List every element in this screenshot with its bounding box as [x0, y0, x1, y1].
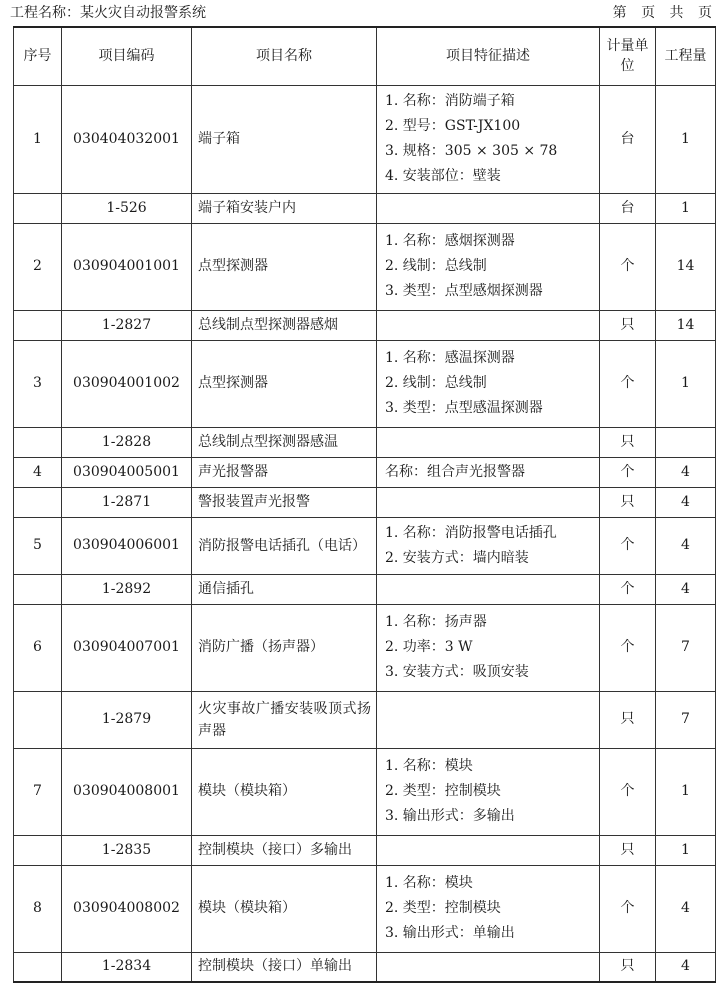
unit-cell: 只 — [600, 691, 656, 748]
table-row — [14, 835, 716, 865]
unit-cell: 台 — [600, 85, 656, 193]
desc-cell — [377, 691, 600, 748]
qty-cell: 4 — [656, 487, 716, 517]
desc-cell — [377, 835, 600, 865]
desc-cell — [377, 574, 600, 604]
desc-cell — [377, 487, 600, 517]
desc-cell — [377, 457, 600, 487]
code-cell: 1-2834 — [62, 952, 192, 982]
desc-line: 2. 功率：3 W — [385, 639, 473, 655]
unit-cell: 个 — [600, 223, 656, 310]
desc-cell — [377, 427, 600, 457]
table-row — [14, 340, 716, 427]
table-row — [14, 952, 716, 982]
qty-cell: 1 — [656, 835, 716, 865]
code-cell: 030904001002 — [62, 340, 192, 427]
name-cell: 消防报警电话插孔（电话） — [192, 517, 377, 574]
unit-cell: 只 — [600, 835, 656, 865]
seq-cell: 2 — [14, 223, 62, 310]
table-row — [14, 691, 716, 748]
table-row — [14, 865, 716, 952]
desc-cell — [377, 604, 600, 691]
seq-cell — [14, 427, 62, 457]
qty-cell: 4 — [656, 457, 716, 487]
code-cell: 030904008002 — [62, 865, 192, 952]
desc-line: 2. 类型：控制模块 — [385, 900, 501, 916]
desc-cell — [377, 85, 600, 193]
seq-cell: 6 — [14, 604, 62, 691]
name-cell: 警报装置声光报警 — [192, 487, 377, 517]
qty-cell: 14 — [656, 223, 716, 310]
seq-cell: 3 — [14, 340, 62, 427]
desc-line: 2. 线制：总线制 — [385, 258, 487, 274]
desc-line: 2. 类型：控制模块 — [385, 783, 501, 799]
desc-cell — [377, 748, 600, 835]
desc-line: 1. 名称：扬声器 — [385, 614, 487, 630]
seq-cell — [14, 310, 62, 340]
desc-cell — [377, 865, 600, 952]
code-cell: 1-2827 — [62, 310, 192, 340]
col-header-qty: 工程量 — [656, 27, 716, 85]
desc-cell — [377, 340, 600, 427]
unit-cell: 个 — [600, 517, 656, 574]
unit-cell: 个 — [600, 748, 656, 835]
desc-line: 2. 型号：GST-JX100 — [385, 118, 521, 134]
col-header-name: 项目名称 — [192, 27, 377, 85]
name-cell: 端子箱 — [192, 85, 377, 193]
desc-line: 名称：组合声光报警器 — [385, 463, 525, 480]
unit-cell: 只 — [600, 487, 656, 517]
desc-cell — [377, 952, 600, 982]
seq-cell: 5 — [14, 517, 62, 574]
code-cell: 030904007001 — [62, 604, 192, 691]
table-header-row — [14, 27, 716, 85]
col-header-seq: 序号 — [14, 27, 62, 85]
name-cell: 点型探测器 — [192, 340, 377, 427]
name-cell: 模块（模块箱） — [192, 748, 377, 835]
page-number: 第 页 共 页 — [612, 5, 712, 21]
name-cell: 控制模块（接口）单输出 — [192, 952, 377, 982]
desc-line: 3. 规格：305 × 305 × 78 — [385, 143, 558, 159]
qty-cell: 1 — [656, 85, 716, 193]
col-header-code: 项目编码 — [62, 27, 192, 85]
name-cell: 火灾事故广播安装吸顶式扬声器 — [192, 691, 377, 748]
code-cell: 030904006001 — [62, 517, 192, 574]
qty-cell: 1 — [656, 340, 716, 427]
qty-cell: 7 — [656, 604, 716, 691]
name-cell: 总线制点型探测器感烟 — [192, 310, 377, 340]
name-cell: 控制模块（接口）多输出 — [192, 835, 377, 865]
code-cell: 1-2828 — [62, 427, 192, 457]
desc-line: 1. 名称：消防报警电话插孔 — [385, 524, 557, 541]
unit-cell: 台 — [600, 193, 656, 223]
code-cell: 1-2871 — [62, 487, 192, 517]
qty-cell: 7 — [656, 691, 716, 748]
table-row — [14, 517, 716, 574]
table-row — [14, 748, 716, 835]
desc-line: 1. 名称：模块 — [385, 758, 473, 774]
seq-cell — [14, 193, 62, 223]
unit-cell: 只 — [600, 310, 656, 340]
seq-cell — [14, 691, 62, 748]
name-cell: 端子箱安装户内 — [192, 193, 377, 223]
code-cell: 1-2835 — [62, 835, 192, 865]
seq-cell — [14, 835, 62, 865]
qty-cell: 1 — [656, 748, 716, 835]
desc-cell — [377, 310, 600, 340]
desc-line: 3. 类型：点型感烟探测器 — [385, 283, 543, 299]
qty-cell: 14 — [656, 310, 716, 340]
unit-cell: 个 — [600, 865, 656, 952]
desc-line: 3. 输出形式：多输出 — [385, 808, 515, 824]
code-cell: 030904001001 — [62, 223, 192, 310]
desc-line: 1. 名称：感烟探测器 — [385, 233, 515, 249]
desc-line: 4. 安装部位：壁装 — [385, 168, 501, 184]
unit-cell: 个 — [600, 604, 656, 691]
col-header-unit: 计量单位 — [600, 27, 656, 85]
seq-cell: 8 — [14, 865, 62, 952]
code-cell: 1-526 — [62, 193, 192, 223]
seq-cell — [14, 487, 62, 517]
qty-cell: 4 — [656, 865, 716, 952]
qty-cell: 4 — [656, 952, 716, 982]
name-cell: 消防广播（扬声器） — [192, 604, 377, 691]
qty-cell: 1 — [656, 193, 716, 223]
desc-line: 1. 名称：消防端子箱 — [385, 93, 515, 109]
desc-line: 1. 名称：模块 — [385, 875, 473, 891]
table-row — [14, 85, 716, 193]
desc-cell — [377, 223, 600, 310]
seq-cell: 1 — [14, 85, 62, 193]
desc-line: 1. 名称：感温探测器 — [385, 350, 515, 366]
desc-cell — [377, 193, 600, 223]
col-header-desc: 项目特征描述 — [377, 27, 600, 85]
name-cell: 模块（模块箱） — [192, 865, 377, 952]
unit-cell: 个 — [600, 574, 656, 604]
seq-cell — [14, 952, 62, 982]
qty-cell: 4 — [656, 574, 716, 604]
table-row — [14, 427, 716, 457]
name-cell: 总线制点型探测器感温 — [192, 427, 377, 457]
qty-cell — [656, 427, 716, 457]
bill-of-quantities-table — [13, 26, 716, 983]
project-name: 工程名称：某火灾自动报警系统 — [10, 5, 206, 21]
page-header — [10, 4, 712, 24]
name-cell: 点型探测器 — [192, 223, 377, 310]
seq-cell: 4 — [14, 457, 62, 487]
qty-cell: 4 — [656, 517, 716, 574]
code-cell: 030904005001 — [62, 457, 192, 487]
code-cell: 030404032001 — [62, 85, 192, 193]
seq-cell — [14, 574, 62, 604]
desc-line: 3. 安装方式：吸顶安装 — [385, 664, 529, 680]
table-row — [14, 487, 716, 517]
unit-cell: 只 — [600, 952, 656, 982]
desc-line: 3. 类型：点型感温探测器 — [385, 400, 543, 416]
table-row — [14, 193, 716, 223]
unit-cell: 只 — [600, 427, 656, 457]
desc-line: 2. 安装方式：墙内暗装 — [385, 549, 529, 566]
table-row — [14, 604, 716, 691]
desc-line: 2. 线制：总线制 — [385, 375, 487, 391]
table-row — [14, 574, 716, 604]
desc-line: 3. 输出形式：单输出 — [385, 925, 515, 941]
code-cell: 030904008001 — [62, 748, 192, 835]
table-row — [14, 310, 716, 340]
table-row — [14, 457, 716, 487]
unit-cell: 个 — [600, 340, 656, 427]
seq-cell: 7 — [14, 748, 62, 835]
name-cell: 通信插孔 — [192, 574, 377, 604]
name-cell: 声光报警器 — [192, 457, 377, 487]
table-row — [14, 223, 716, 310]
unit-cell: 个 — [600, 457, 656, 487]
desc-cell — [377, 517, 600, 574]
code-cell: 1-2879 — [62, 691, 192, 748]
code-cell: 1-2892 — [62, 574, 192, 604]
